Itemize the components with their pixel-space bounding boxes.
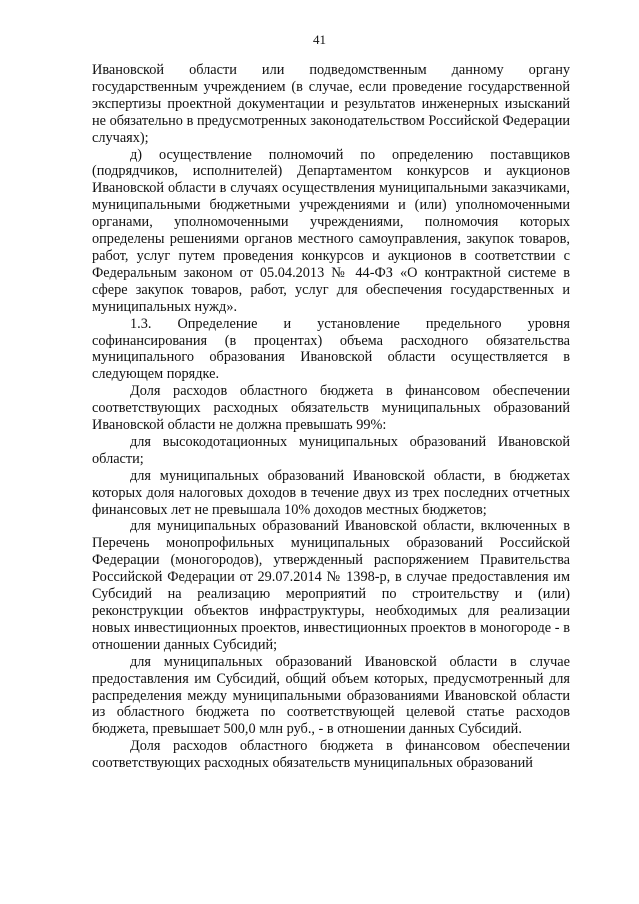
- paragraph-5: для высокодотационных муниципальных образований Ивановской области;: [92, 433, 570, 467]
- paragraph-6: для муниципальных образований Ивановской области, в бюджетах которых доля налоговых доходов в течение двух из трех последних отчетных финансовых лет не превышала 10% доходов местных бюджетов;: [92, 467, 570, 518]
- paragraph-3: 1.3. Определение и установление предельного уровня софинансирования (в процентах) объема расходного обязательства муниципального образования Ивановской области осуществляется в следующем порядке.: [92, 315, 570, 383]
- paragraph-2: д) осуществление полномочий по определению поставщиков (подрядчиков, исполнителей) Департаментом конкурсов и аукционов Ивановской области в случаях осуществления муниципальными заказчиками, муниципальными бюджетными учреждениями и (или) уполномоченными органами, уполномоченными учреждениями, полномочия которых определены решениями органов местного самоуправления, закупок товаров, работ, услуг путем проведения конкурсов и аукционов в соответствии с Федеральным законом от 05.04.2013 № 44-ФЗ «О контрактной системе в сфере закупок товаров, работ, услуг для обеспечения государственных и муниципальных нужд».: [92, 146, 570, 315]
- paragraph-1: Ивановской области или подведомственным данному органу государственным учреждением (в случае, если проведение государственной экспертизы проектной документации и результатов инженерных изысканий не обязательно в предусмотренных законодательством Российской Федерации случаях);: [92, 62, 570, 146]
- paragraph-8: для муниципальных образований Ивановской области в случае предоставления им Субсидий, общий объем которых, предусмотренный для распределения между муниципальными образованиями Ивановской области из областного бюджета по соответствующей целевой статье расходов бюджета, превышает 500,0 млн руб., - в отношении данных Субсидий.: [92, 653, 570, 738]
- paragraph-7: для муниципальных образований Ивановской области, включенных в Перечень монопрофильных муниципальных образований Российской Федерации (моногородов), утвержденный распоряжением Правительства Российской Федерации от 29.07.2014 № 1398-р, в случае предоставления им Субсидий на реализацию мероприятий по строительству и (или) реконструкции объектов инфраструктуры, необходимых для реализации новых инвестиционных проектов, инвестиционных проектов в моногороде - в отношении данных Субсидий;: [92, 518, 570, 653]
- paragraph-9: Доля расходов областного бюджета в финансовом обеспечении соответствующих расходных обязательств муниципальных образований: [92, 738, 570, 772]
- paragraph-4: Доля расходов областного бюджета в финансовом обеспечении соответствующих расходных обязательств муниципальных образований Ивановской области не должна превышать 99%:: [92, 383, 570, 434]
- document-body: [92, 62, 570, 772]
- page-number: 41: [313, 32, 326, 47]
